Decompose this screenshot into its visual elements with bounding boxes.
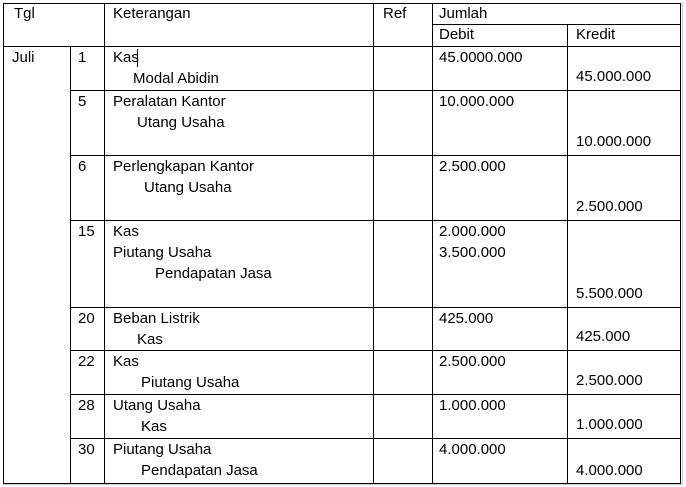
entry-day: 28 (78, 397, 95, 414)
header-debit: Debit (439, 26, 475, 43)
entry-debit: 3.500.000 (439, 244, 506, 261)
general-journal-table (3, 3, 681, 484)
column-line-kredit (567, 24, 568, 484)
entry-account: Beban Listrik (113, 310, 200, 327)
entry-debit: 1.000.000 (439, 397, 506, 414)
entry-account: Piutang Usaha (113, 441, 212, 458)
entry-debit: 2.500.000 (439, 353, 506, 370)
row-separator (70, 350, 681, 351)
table-edge-bottom (3, 484, 683, 485)
entry-account: Kas (137, 331, 163, 348)
entry-debit: 10.000.000 (439, 93, 515, 110)
row-separator (70, 90, 681, 91)
column-line-day (70, 46, 71, 484)
entry-account: Kas (113, 353, 139, 370)
entry-account: Pendapatan Jasa (141, 462, 258, 479)
header-jumlah: Jumlah (439, 5, 488, 22)
entry-day: 6 (78, 158, 87, 175)
entry-account: Modal Abidin (133, 70, 219, 87)
entry-credit: 5.500.000 (576, 285, 643, 302)
row-separator (70, 220, 681, 221)
row-separator (70, 438, 681, 439)
column-line-keterangan (104, 3, 105, 484)
entry-day: 22 (78, 353, 95, 370)
entry-day: 1 (78, 49, 87, 66)
entry-credit: 45.000.000 (576, 68, 652, 85)
header-keterangan: Keterangan (113, 5, 191, 22)
entry-day: 5 (78, 93, 87, 110)
column-line-ref (373, 3, 374, 484)
table-border-left (3, 3, 4, 484)
entry-debit: 425.000 (439, 310, 494, 327)
entry-account: Utang Usaha (137, 114, 225, 131)
entry-day: 15 (78, 223, 95, 240)
entry-credit: 425.000 (576, 328, 631, 345)
entry-debit: 45.0000.000 (439, 49, 523, 66)
entry-account: Kas (113, 49, 139, 66)
entry-day: 30 (78, 441, 95, 458)
entry-debit: 2.500.000 (439, 158, 506, 175)
table-border-right (680, 3, 681, 484)
entry-account: Piutang Usaha (113, 244, 212, 261)
entry-credit: 10.000.000 (576, 133, 652, 150)
entry-credit: 2.500.000 (576, 198, 643, 215)
entry-credit: 2.500.000 (576, 372, 643, 389)
table-edge-right (682, 3, 683, 484)
entry-account: Utang Usaha (113, 397, 201, 414)
entry-day: 20 (78, 310, 95, 327)
entry-account: Utang Usaha (144, 179, 232, 196)
entry-credit: 4.000.000 (576, 462, 643, 479)
column-line-debit (432, 3, 433, 484)
month-label: Juli (12, 49, 35, 66)
header-tgl: Tgl (14, 5, 35, 22)
header-ref: Ref (383, 5, 407, 22)
row-separator (70, 155, 681, 156)
entry-account: Piutang Usaha (141, 374, 240, 391)
entry-account: Peralatan Kantor (113, 93, 226, 110)
entry-account: Kas (141, 418, 167, 435)
jumlah-divider (432, 24, 681, 25)
entry-account: Kas (113, 223, 139, 240)
header-kredit: Kredit (576, 26, 616, 43)
entry-debit: 4.000.000 (439, 441, 506, 458)
row-separator (70, 394, 681, 395)
entry-account: Perlengkapan Kantor (113, 158, 254, 175)
entry-account: Pendapatan Jasa (155, 265, 272, 282)
row-separator (70, 307, 681, 308)
entry-debit: 2.000.000 (439, 223, 506, 240)
entry-credit: 1.000.000 (576, 416, 643, 433)
